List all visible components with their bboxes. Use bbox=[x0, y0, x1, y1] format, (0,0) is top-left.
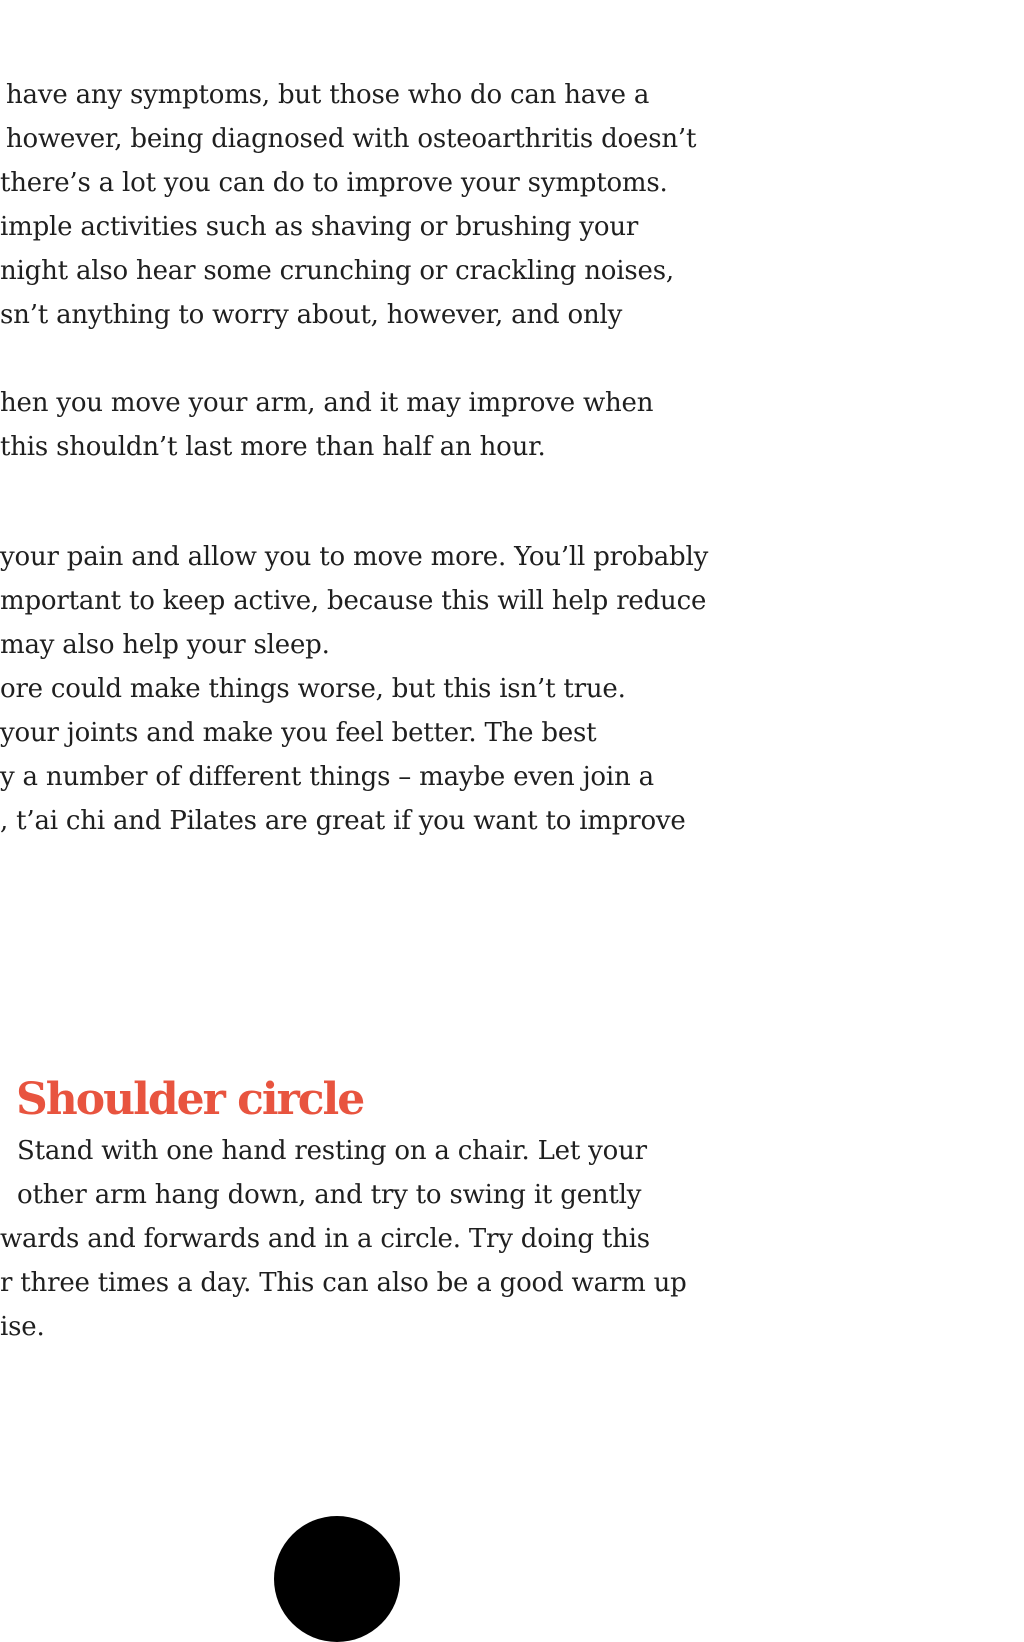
text-line: imple activities such as shaving or brushing your bbox=[0, 212, 639, 242]
exercise-title: Shoulder circle bbox=[16, 1074, 364, 1125]
text-line: may also help your sleep. bbox=[0, 630, 330, 660]
text-line: your joints and make you feel better. The best bbox=[0, 718, 597, 748]
illustration-circle bbox=[274, 1516, 400, 1642]
text-line: this shouldn’t last more than half an hour. bbox=[0, 432, 546, 462]
text-line: however, being diagnosed with osteoarthritis doesn’t bbox=[6, 124, 697, 154]
text-line: your pain and allow you to move more. You’ll probably bbox=[0, 542, 709, 572]
text-line: sn’t anything to worry about, however, and only bbox=[0, 300, 623, 330]
text-line: hen you move your arm, and it may improve when bbox=[0, 388, 654, 418]
text-line: other arm hang down, and try to swing it gently bbox=[17, 1180, 642, 1210]
text-line: , t’ai chi and Pilates are great if you want to improve bbox=[0, 806, 686, 836]
text-line: Stand with one hand resting on a chair. Let your bbox=[17, 1136, 647, 1166]
text-line: ore could make things worse, but this isn’t true. bbox=[0, 674, 626, 704]
text-line: night also hear some crunching or crackling noises, bbox=[0, 256, 674, 286]
text-line: y a number of different things – maybe even join a bbox=[0, 762, 654, 792]
text-line: r three times a day. This can also be a good warm up bbox=[0, 1268, 687, 1298]
text-line: have any symptoms, but those who do can have a bbox=[6, 80, 650, 110]
text-line: wards and forwards and in a circle. Try doing this bbox=[0, 1224, 650, 1254]
text-line: mportant to keep active, because this will help reduce bbox=[0, 586, 707, 616]
text-line: ise. bbox=[0, 1312, 45, 1342]
text-line: there’s a lot you can do to improve your symptoms. bbox=[0, 168, 668, 198]
